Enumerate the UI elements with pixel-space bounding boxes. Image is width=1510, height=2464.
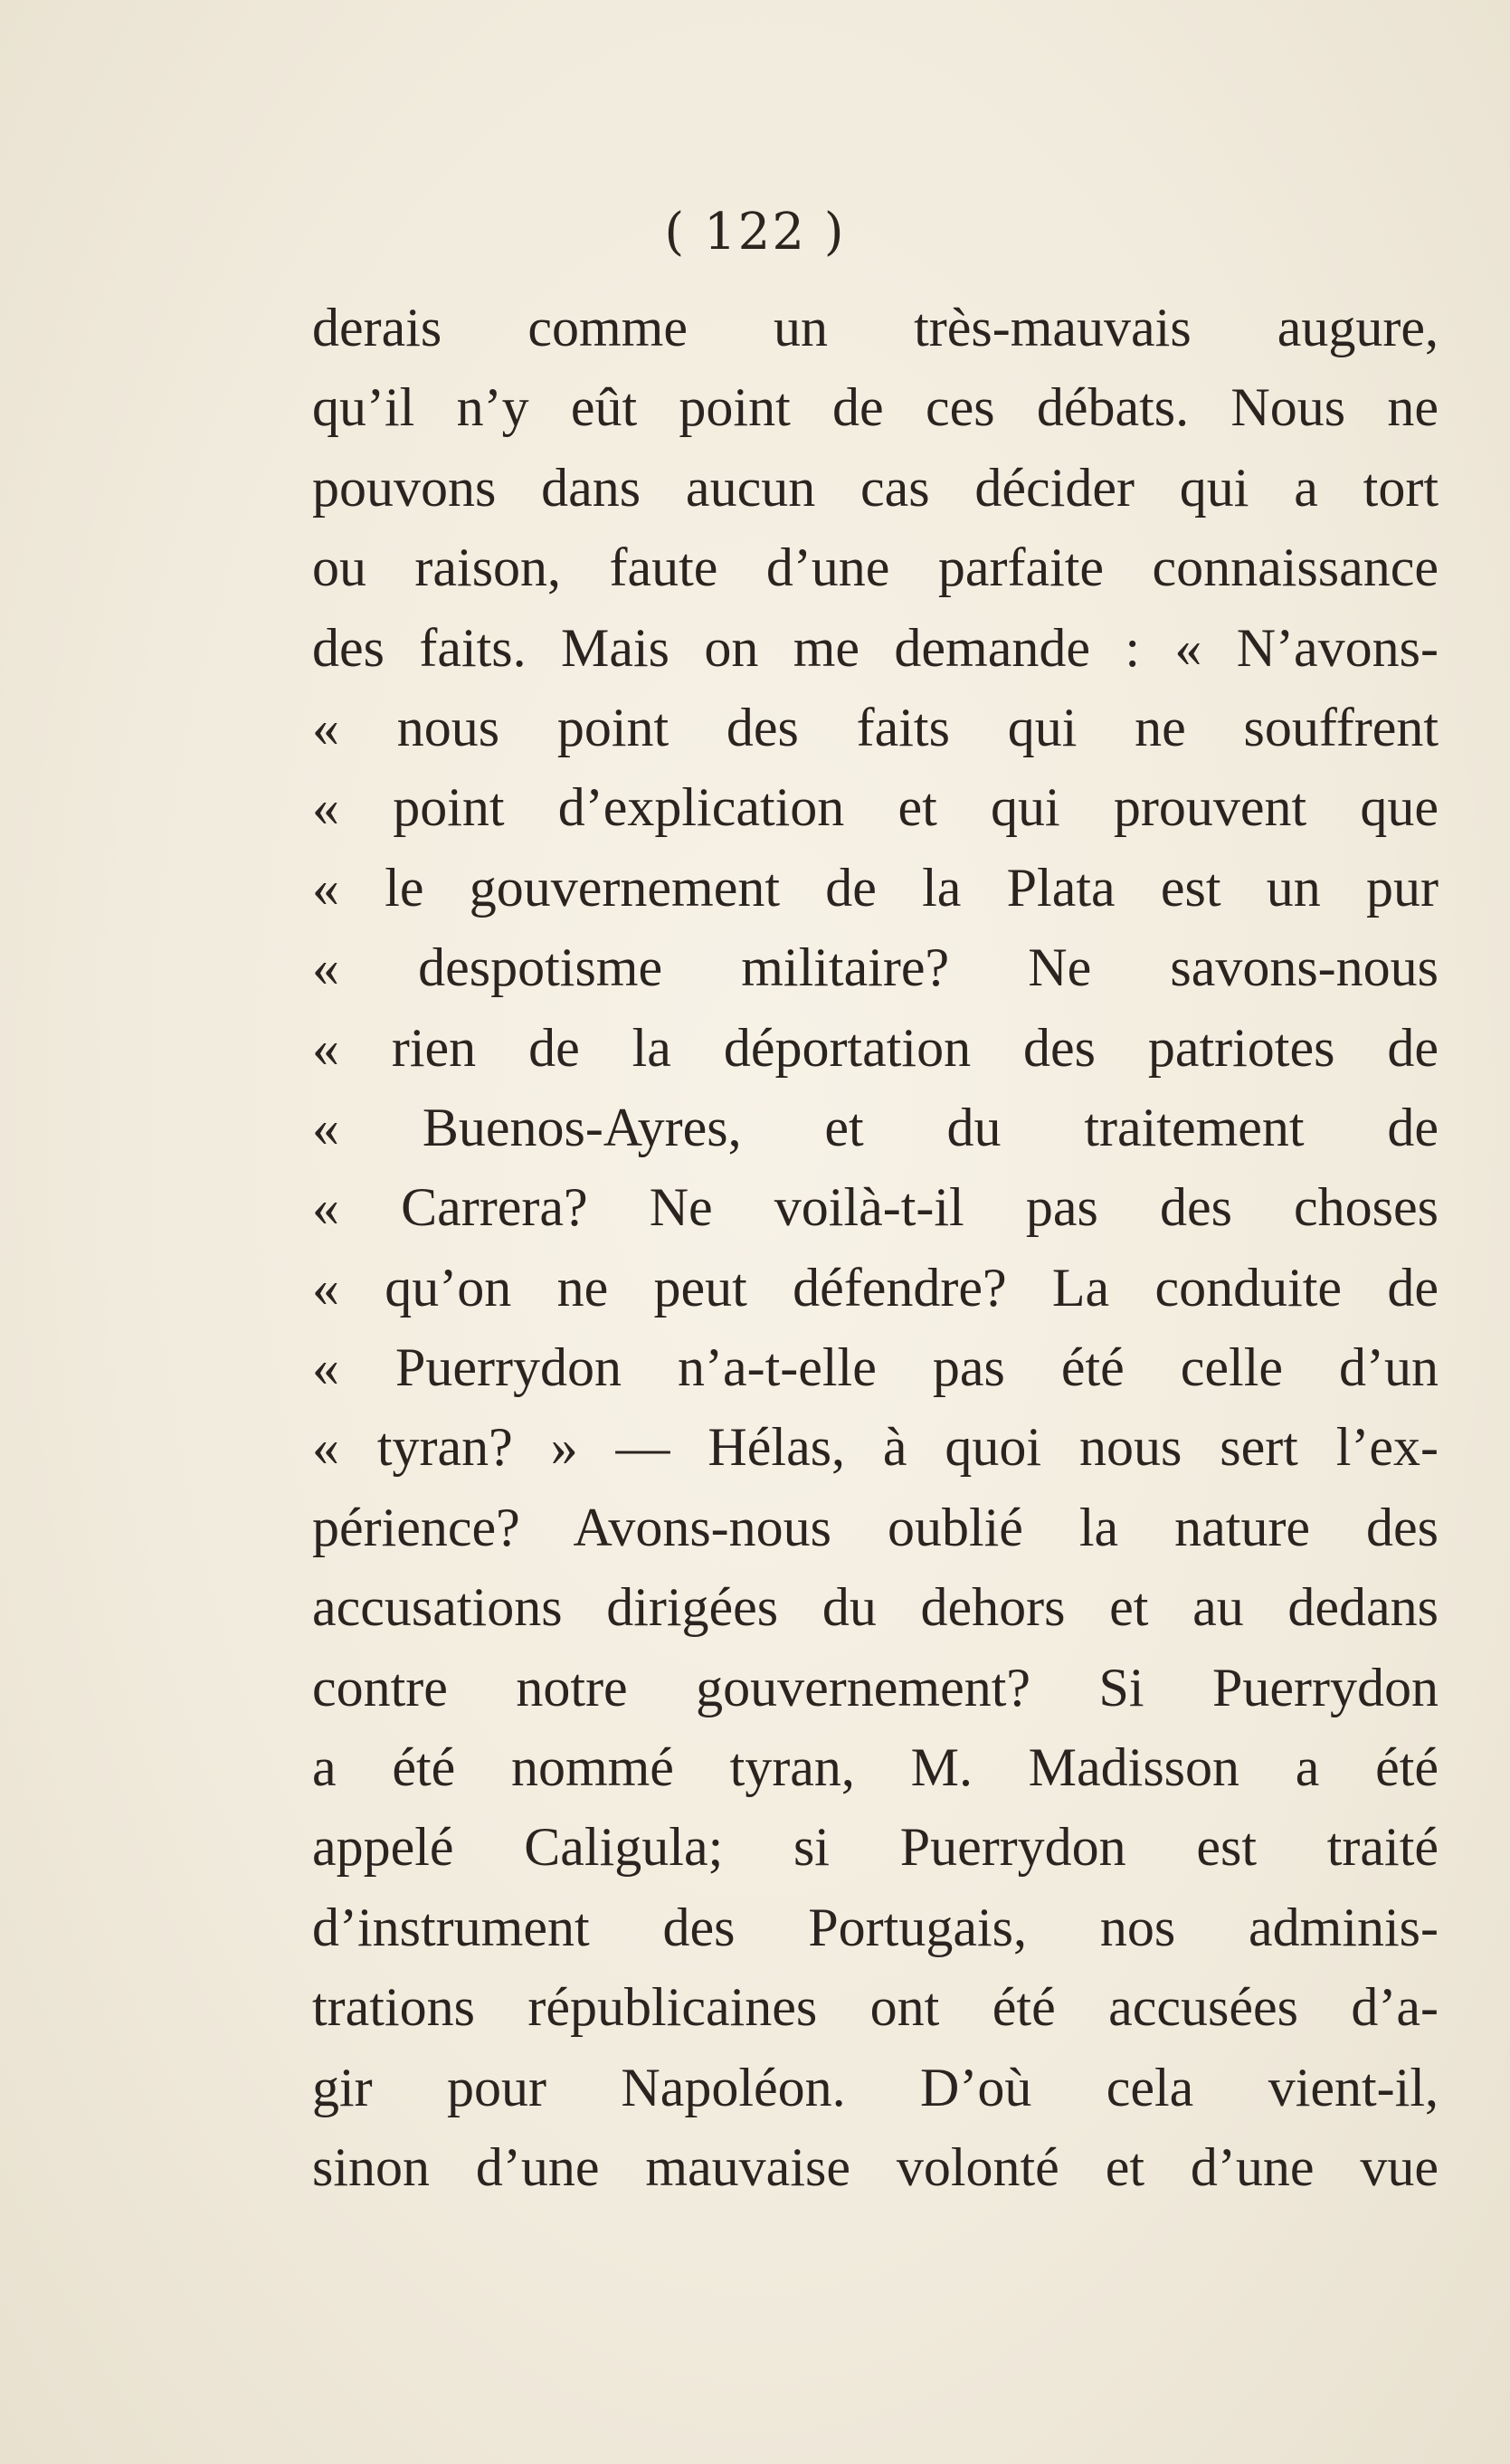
text-line: « nous point des faits qui ne souffrent xyxy=(312,697,1439,757)
text-line: « rien de la déportation des patriotes de xyxy=(312,1017,1439,1078)
text-line: périence? Avons-nous oublié la nature des xyxy=(312,1497,1439,1557)
text-line: « Carrera? Ne voilà-t-il pas des choses xyxy=(312,1177,1439,1238)
body-text xyxy=(312,288,1439,2207)
text-line: « Buenos-Ayres, et du traitement de xyxy=(312,1097,1439,1157)
text-line: gir pour Napoléon. D’où cela vient-il, xyxy=(312,2057,1439,2117)
text-line: sinon d’une mauvaise volonté et d’une vue xyxy=(312,2136,1439,2197)
text-line: ou raison, faute d’une parfaite connaissance xyxy=(312,538,1439,598)
text-line: pouvons dans aucun cas décider qui a tort xyxy=(312,457,1439,518)
text-line: « le gouvernement de la Plata est un pur xyxy=(312,857,1439,918)
text-line: d’instrument des Portugais, nos adminis- xyxy=(312,1897,1439,1957)
text-line: a été nommé tyran, M. Madisson a été xyxy=(312,1737,1439,1798)
text-line: derais comme un très-mauvais augure, xyxy=(312,298,1439,357)
page-number: ( 122 ) xyxy=(664,203,846,262)
text-line: « despotisme militaire? Ne savons-nous xyxy=(312,937,1439,998)
text-line: « qu’on ne peut défendre? La conduite de xyxy=(312,1257,1439,1318)
text-line: contre notre gouvernement? Si Puerrydon xyxy=(312,1657,1439,1717)
text-line: appelé Caligula; si Puerrydon est traité xyxy=(312,1817,1439,1878)
text-line: « tyran? » — Hélas, à quoi nous sert l’ex- xyxy=(312,1417,1439,1478)
text-line: accusations dirigées du dehors et au dedans xyxy=(312,1577,1439,1638)
text-line: « point d’explication et qui prouvent que xyxy=(312,777,1439,838)
text-line: « Puerrydon n’a-t-elle pas été celle d’un xyxy=(312,1337,1439,1398)
text-line: des faits. Mais on me demande : « N’avons- xyxy=(312,617,1439,678)
text-line: trations républicaines ont été accusées d’a- xyxy=(312,1977,1439,2038)
text-line: qu’il n’y eût point de ces débats. Nous ne xyxy=(312,377,1439,438)
